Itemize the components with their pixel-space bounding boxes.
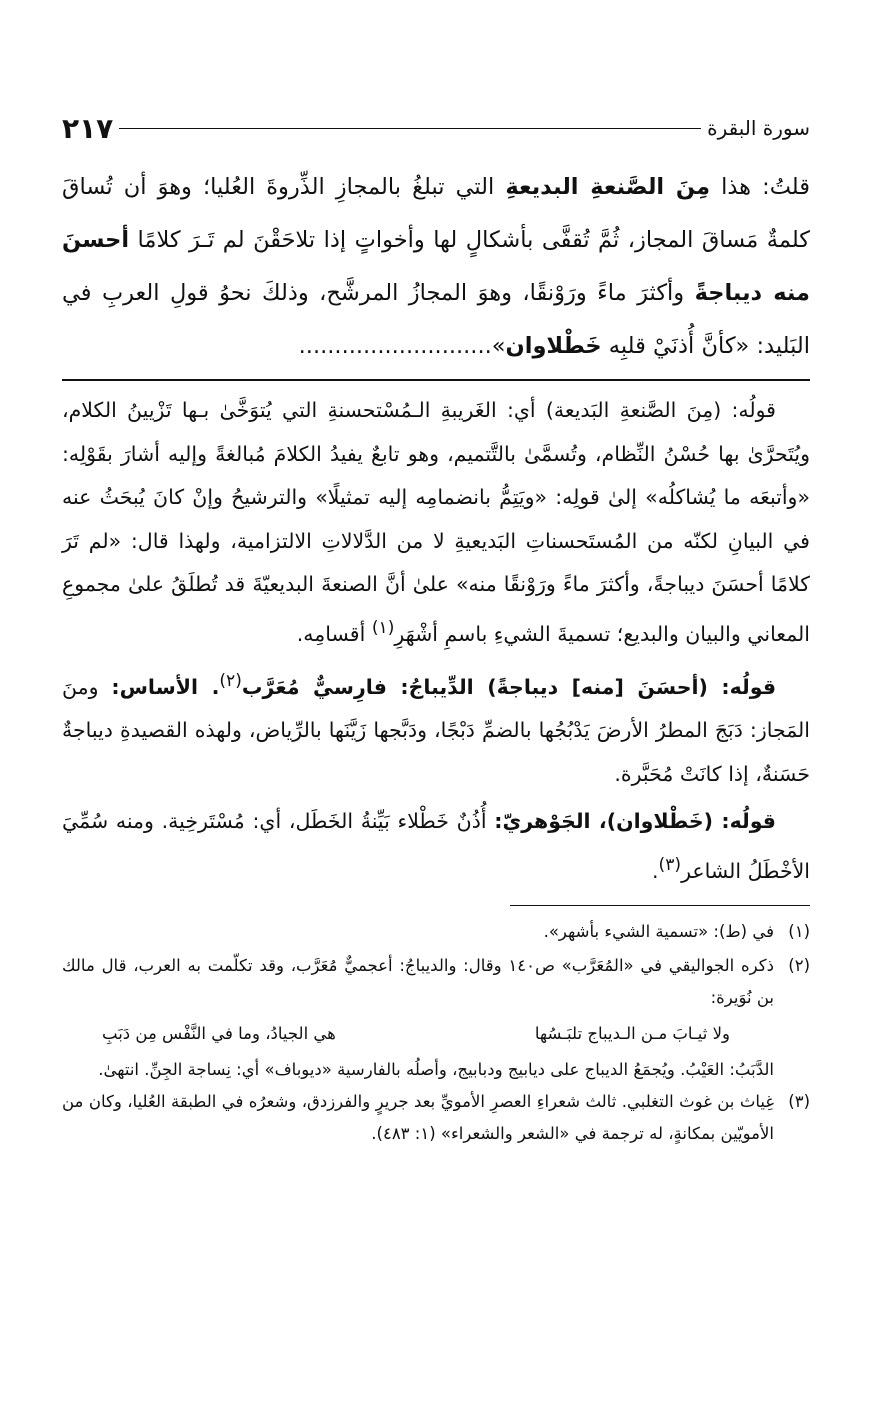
main-separator — [62, 379, 810, 381]
footnote-ref[interactable]: (١) — [371, 617, 395, 638]
commentary-text: ومنَ المَجاز: دَبَجَ المطرُ الأرضَ يَدْبُجُها بالضمِّ دَبْجًا، ودَبَّجها زَيَّنَها بالرِّياض، ولهذه القصيدةِ ديباجةٌ حَسَنةٌ، إذا كانَتْ مُحَبَّرة. — [62, 674, 810, 786]
commentary-text: . — [652, 858, 659, 883]
poem-verse — [102, 1018, 730, 1050]
header-rule — [119, 128, 701, 129]
page-number: ٢١٧ — [62, 111, 114, 145]
footnote-3 — [62, 1086, 810, 1150]
footnote-text: ذكره الجواليقي في «المُعَرَّب» ص١٤٠ وقال: والديباجُ: أعجميٌّ مُعَرَّب، وقد تكلّمت به العرب، قال مالك بن نُوَيرة: — [62, 955, 774, 1007]
footnote-ref[interactable]: (٣) — [658, 854, 682, 875]
main-text-part: وأكثرَ ماءً ورَوْنقًا، وهوَ المجازُ المرشَّح، وذلكَ نحوُ قولِ العربِ في البَليد: «كأنَّ أُذنَيْ قلبِه — [62, 280, 810, 359]
commentary — [62, 389, 810, 893]
footnote-ref[interactable]: (٢) — [219, 670, 242, 691]
main-text-part: »........................... — [298, 333, 506, 359]
footnotes — [62, 916, 810, 1150]
page-header — [62, 105, 810, 151]
main-bold-phrase: أحسنَ منه ديباجةً — [62, 227, 810, 306]
footnote-2 — [62, 950, 810, 1014]
book-page — [62, 105, 810, 1152]
footnote-text: في (ط): «تسمية الشيء بأشهر». — [543, 921, 774, 941]
commentary-lemma: قولُه: (أحسَنَ [منه] ديباجةً) الدِّيباجُ: فارِسيٌّ مُعَرَّب — [241, 674, 777, 699]
main-bold-phrase: مِنَ الصَّنعةِ البديعةِ — [505, 174, 711, 200]
footnote-1 — [62, 916, 810, 948]
footnote-mark: (٣) — [788, 1091, 810, 1111]
commentary-paragraph — [62, 389, 810, 656]
commentary-lemma: قولُه: (خَطْلاوان)، الجَوْهريّ: — [494, 809, 776, 834]
main-text — [62, 161, 810, 373]
commentary-text: قولُه: (مِنَ الصَّنعةِ البَديعة) أي: الغَريبةِ الـمُسْتحسنةِ التي يُتوَخَّىٰ بـها تَزْيينُ الكلام، ويُتَحرَّىٰ بها حُسْنُ النِّظام، وتُسمَّىٰ بالتَّتميم، وهو تابعٌ يفيدُ الكلامَ مُبالغةً وإليه أشارَ بقَوْلِه: «وأتبعَه ما يُشاكلُه» إلىٰ قولِه: «ويَتِمُّ بانضمامِه إليه تمثيلًا» والترشيحُ وإنْ كانَ يُبحَثُ عنه في البيانِ لكنّه من المُستَحسناتِ البَديعيةِ لا من الدَّلالاتِ الالتزامية، ولهذا قال: «لم تَرَ كلامًا أحسَنَ ديباجةً، وأكثرَ ماءً ورَوْنقًا منه» علىٰ أنَّ الصنعةَ البديعيّةَ قد تُطلَقُ علىٰ مجموعِ المعاني والبيان والبديع؛ تسميةَ الشيءِ باسمِ أشْهَرِ — [62, 398, 810, 646]
verse-second-hemistich: هي الجيادُ، وما في النَّفْس مِن دَبَبِ — [102, 1023, 336, 1043]
footnote-mark: (١) — [788, 921, 810, 941]
surah-title: سورة البقرة — [707, 116, 810, 140]
main-text-part: التي تبلغُ بالمجازِ الذِّروةَ العُليا؛ وهوَ أن تُساقَ كلمةٌ مَساقَ المجاز، ثُمَّ تُقفَّى بأشكالٍ لها وأخواتٍ إذا تلاحَقْنَ لم تَـرَ كلامًا — [62, 174, 810, 253]
commentary-text: أقسامِه. — [296, 621, 372, 646]
main-bold-phrase: خَطْلاوان — [505, 333, 602, 359]
commentary-source: . الأساس: — [111, 674, 220, 699]
main-paragraph — [62, 161, 810, 373]
commentary-paragraph — [62, 660, 810, 796]
main-text-part: قلتُ: هذا — [710, 174, 810, 200]
footnote-text: غِياث بن غوث التغلبي. ثالث شعراءِ العصرِ الأمويِّ بعد جريرٍ والفرزدق، وشعرُه في الطبقة العُليا، وكان من الأمويّين بمكانةٍ، له ترجمة في «الشعر والشعراء» (١: ٤٨٣). — [62, 1091, 774, 1143]
commentary-paragraph — [62, 800, 810, 893]
commentary-text: أُذُنٌ خَطْلاء بَيِّنةُ الخَطَل، أي: مُسْتَرخِية. ومنه سُمِّيَ الأخْطَلُ الشاعر — [62, 809, 810, 883]
footnote-2-continuation: الدَّبَبُ: العَيْبُ. ويُجمَعُ الديباج على ديابيج ودبابيج، وأصلُه بالفارسية «ديوباف» أي: نِساجة الجِنِّ. انتهىٰ. — [98, 1059, 774, 1079]
footnote-mark: (٢) — [788, 955, 810, 975]
verse-first-hemistich: ولا ثيـابَ مـن الـديباج تلبَـسُها — [534, 1023, 730, 1043]
footnote-separator — [510, 905, 810, 906]
